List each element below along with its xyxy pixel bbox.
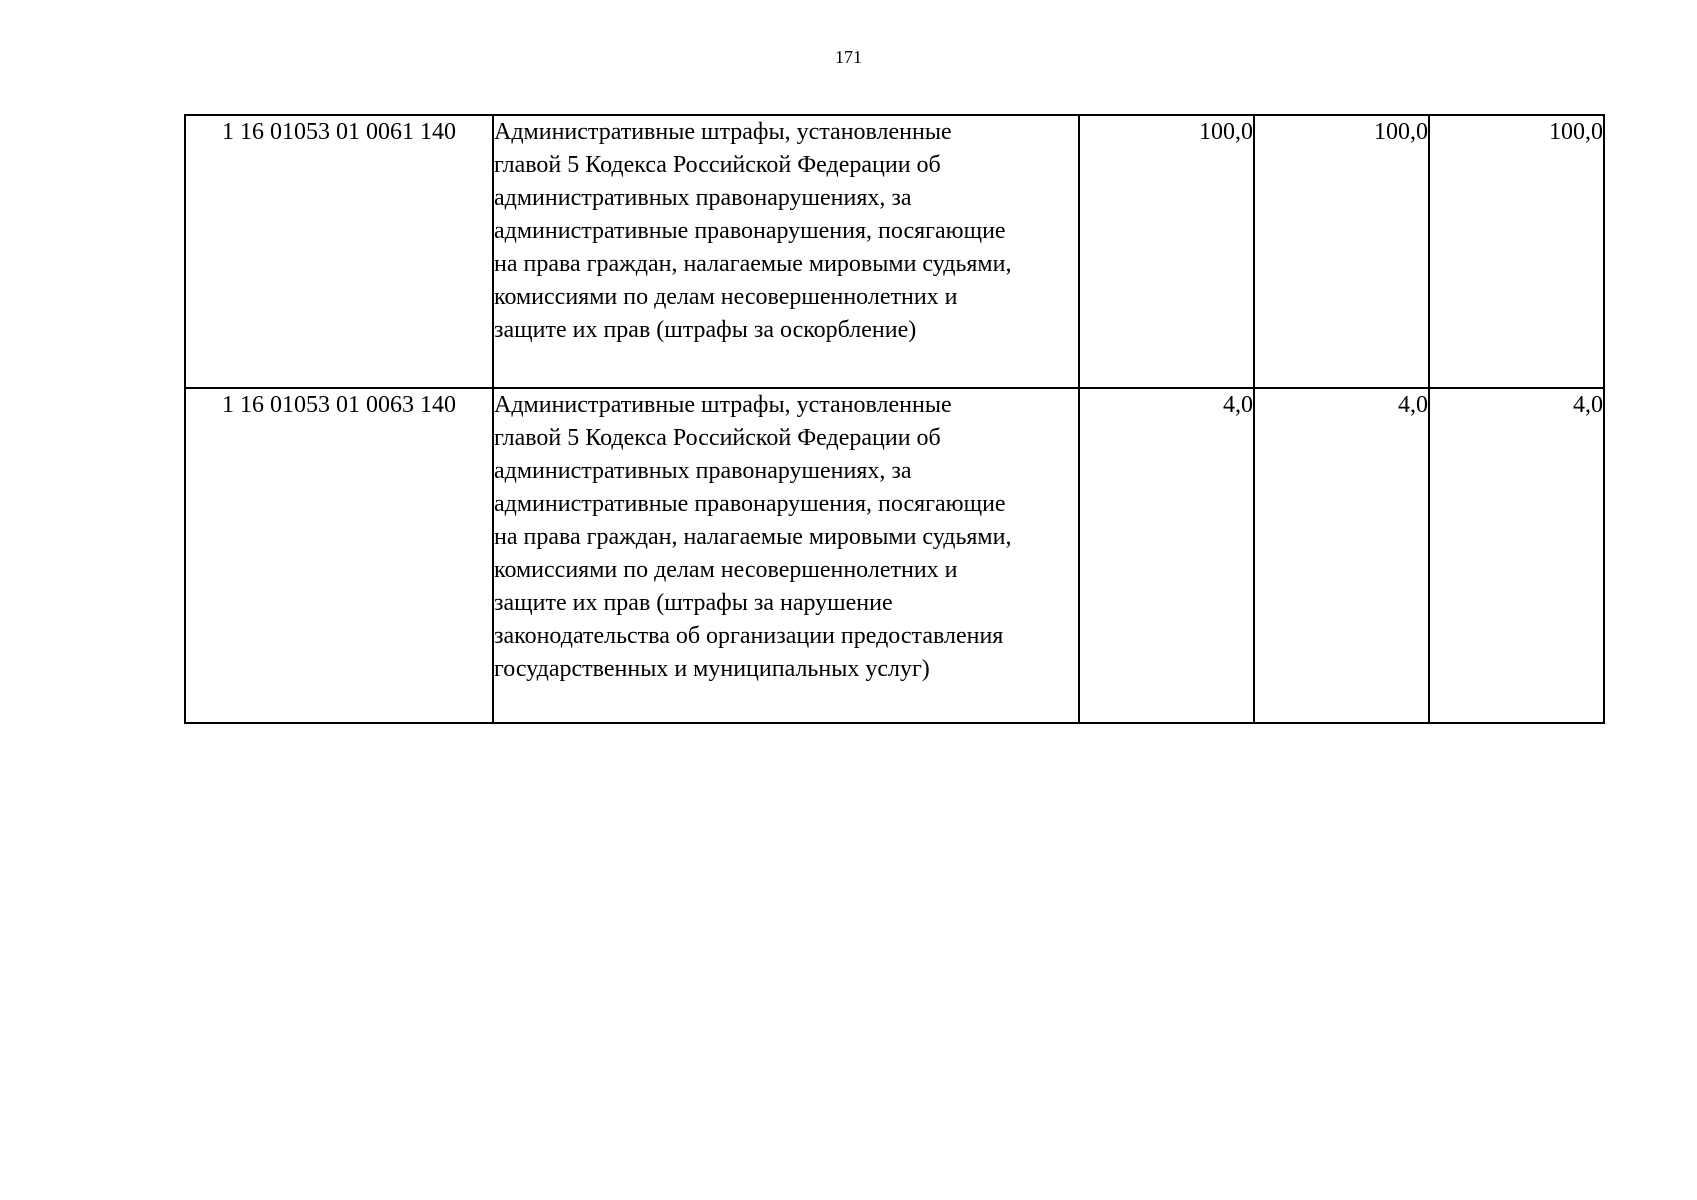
description-cell xyxy=(493,115,1079,388)
description-line: главой 5 Кодекса Российской Федерации об xyxy=(494,152,941,178)
description-line: главой 5 Кодекса Российской Федерации об xyxy=(494,425,941,451)
value-cell: 100,0 xyxy=(1254,115,1429,388)
description-line: защите их прав (штрафы за нарушение xyxy=(494,590,893,616)
value-cell: 4,0 xyxy=(1429,388,1604,723)
description-line: на права граждан, налагаемые мировыми судьями, xyxy=(494,251,1012,277)
description-line: законодательства об организации предоставления xyxy=(494,623,1004,649)
description-line: административных правонарушениях, за xyxy=(494,185,912,211)
description-line: административные правонарушения, посягающие xyxy=(494,491,1006,517)
description-line: на права граждан, налагаемые мировыми судьями, xyxy=(494,524,1012,550)
description-cell xyxy=(493,388,1079,723)
table-row xyxy=(185,115,1604,388)
value-cell: 100,0 xyxy=(1429,115,1604,388)
code-cell: 1 16 01053 01 0063 140 xyxy=(185,388,493,723)
description-line: административных правонарушениях, за xyxy=(494,458,912,484)
description-line: Административные штрафы, установленные xyxy=(494,392,952,418)
description-line: административные правонарушения, посягающие xyxy=(494,218,1006,244)
page-number: 171 xyxy=(835,47,862,67)
value-cell: 100,0 xyxy=(1079,115,1254,388)
code-cell: 1 16 01053 01 0061 140 xyxy=(185,115,493,388)
description-line: Административные штрафы, установленные xyxy=(494,119,952,145)
value-cell: 4,0 xyxy=(1254,388,1429,723)
table-row xyxy=(185,388,1604,723)
description-line: государственных и муниципальных услуг) xyxy=(494,656,930,682)
description-line: комиссиями по делам несовершеннолетних и xyxy=(494,557,958,583)
value-cell: 4,0 xyxy=(1079,388,1254,723)
budget-table xyxy=(184,114,1605,724)
description-line: комиссиями по делам несовершеннолетних и xyxy=(494,284,958,310)
description-line: защите их прав (штрафы за оскорбление) xyxy=(494,317,917,343)
